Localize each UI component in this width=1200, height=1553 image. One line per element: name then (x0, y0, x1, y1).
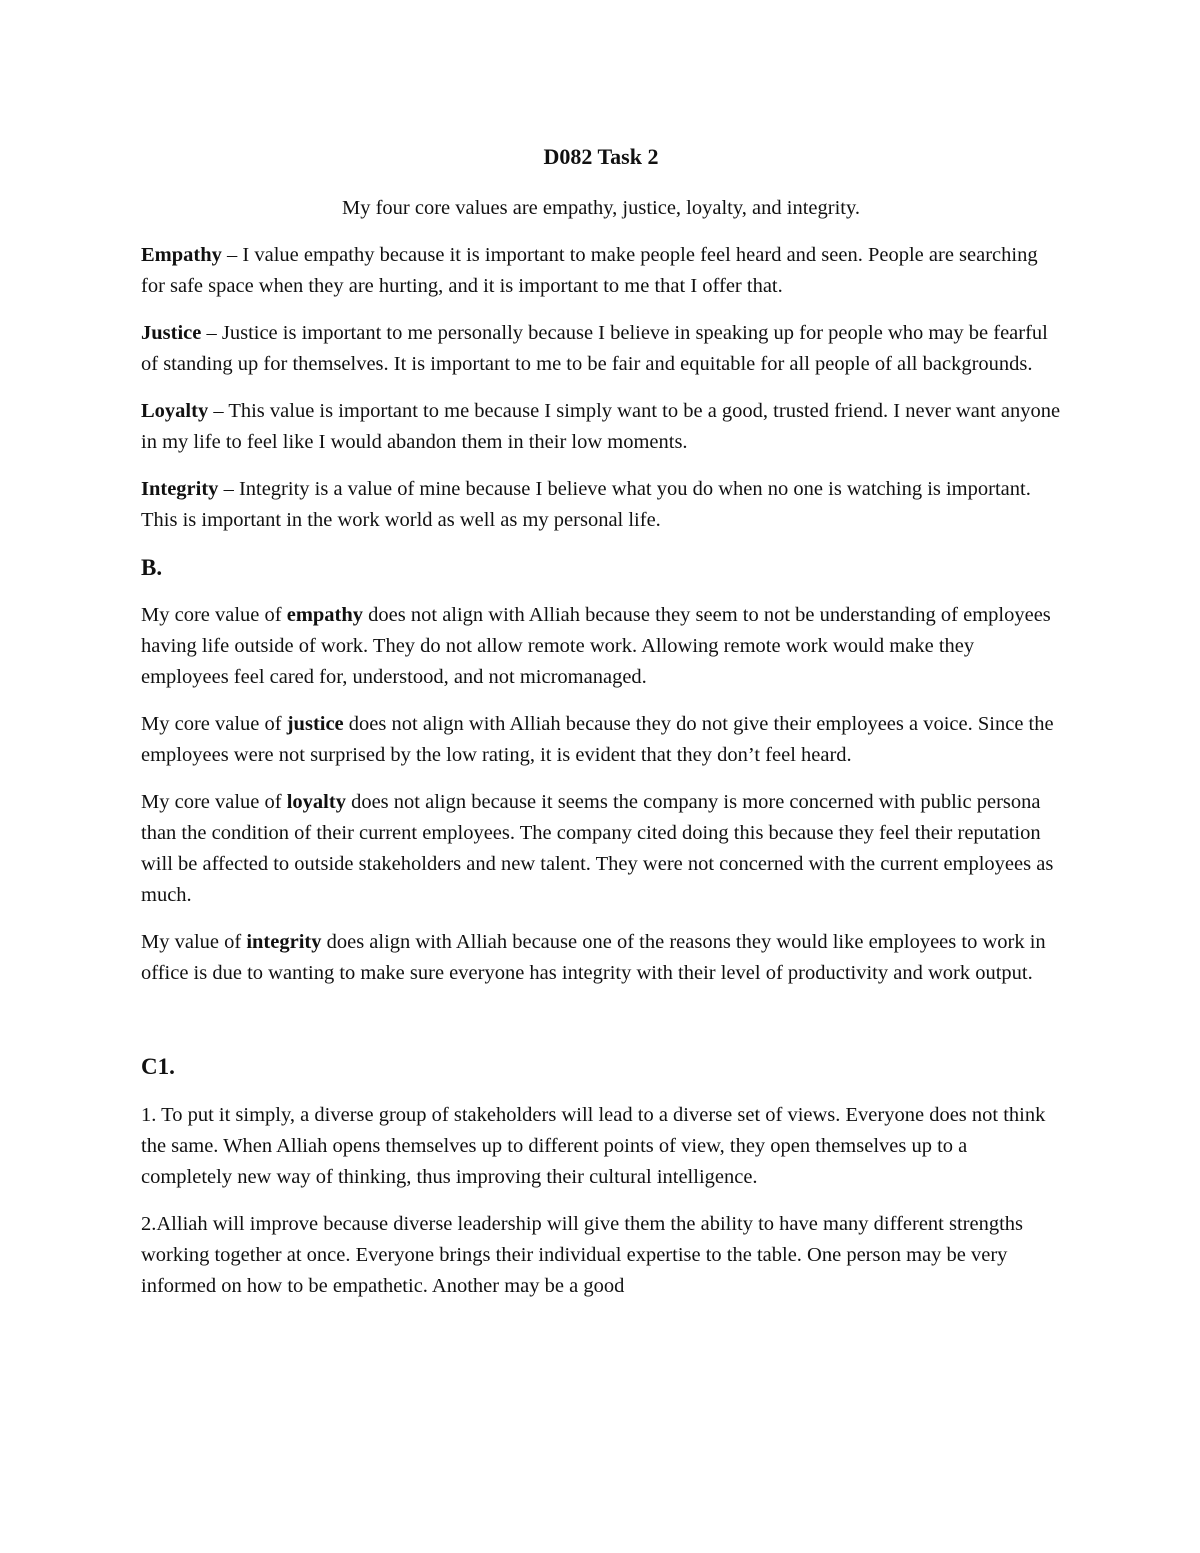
alignment-paragraph-loyalty (141, 787, 1061, 911)
paragraph-lead: My core value of (141, 604, 287, 626)
value-paragraph-justice (141, 318, 1061, 380)
section-b-heading: B. (141, 555, 163, 580)
section-c1-heading: C1. (141, 1054, 175, 1079)
value-term: justice (286, 713, 344, 735)
value-term: loyalty (286, 791, 346, 813)
value-term: empathy (286, 604, 364, 626)
value-term: Empathy (141, 244, 222, 266)
value-text: – Justice is important to me personally because I believe in speaking up for people who may be fearful of standing up for themselves. It is important to me to be fair and equitable for all people of all backgrounds. (141, 322, 1048, 375)
paragraph-rest: does not align with Alliah because they seem to not be understanding of employees having life outside of work. They do not allow remote work. Allowing remote work would make they employees feel cared for, understood, and not micromanaged. (141, 604, 1051, 688)
value-text: – I value empathy because it is important to make people feel heard and seen. People are searching for safe space when they are hurting, and it is important to me that I offer that. (141, 244, 1038, 297)
value-term: Justice (141, 322, 202, 344)
paragraph-lead: My value of (141, 931, 247, 953)
alignment-paragraph-integrity (141, 927, 1061, 989)
intro-paragraph: My four core values are empathy, justice, loyalty, and integrity. (341, 197, 861, 219)
alignment-paragraph-empathy (141, 600, 1061, 693)
value-paragraph-loyalty (141, 396, 1061, 458)
value-term: Loyalty (141, 400, 209, 422)
paragraph-rest: does not align with Alliah because they do not give their employees a voice. Since the employees were not surprised by the low rating, it is evident that they don’t feel heard. (141, 713, 1054, 766)
paragraph-rest: does not align because it seems the company is more concerned with public persona than the condition of their current employees. The company cited doing this because they feel their reputation will be affected to outside stakeholders and new talent. They were not concerned with the current employees as much. (141, 791, 1054, 906)
c1-paragraph-2: 2.Alliah will improve because diverse leadership will give them the ability to have many different strengths working together at once. Everyone brings their individual expertise to the table. One person may be very informed on how to be empathetic. Another may be a good (141, 1213, 1024, 1297)
document-title: D082 Task 2 (543, 144, 659, 169)
alignment-paragraph-justice (141, 709, 1061, 771)
value-text: – This value is important to me because I simply want to be a good, trusted friend. I never want anyone in my life to feel like I would abandon them in their low moments. (141, 400, 1061, 453)
c1-paragraph-1: 1. To put it simply, a diverse group of stakeholders will lead to a diverse set of views. Everyone does not think the same. When Alliah opens themselves up to different points of view, they open themselves up to a completely new way of thinking, thus improving their cultural intelligence. (141, 1104, 1046, 1188)
value-paragraph-integrity (141, 474, 1061, 536)
document-body (141, 140, 1061, 1318)
value-term: Integrity (141, 478, 219, 500)
value-text: – Integrity is a value of mine because I believe what you do when no one is watching is important. This is important in the work world as well as my personal life. (141, 478, 1031, 531)
paragraph-rest: does align with Alliah because one of the reasons they would like employees to work in office is due to wanting to make sure everyone has integrity with their level of productivity and work output. (141, 931, 1046, 984)
value-paragraph-empathy (141, 240, 1061, 302)
paragraph-lead: My core value of (141, 791, 287, 813)
paragraph-lead: My core value of (141, 713, 287, 735)
value-term: integrity (246, 931, 322, 953)
